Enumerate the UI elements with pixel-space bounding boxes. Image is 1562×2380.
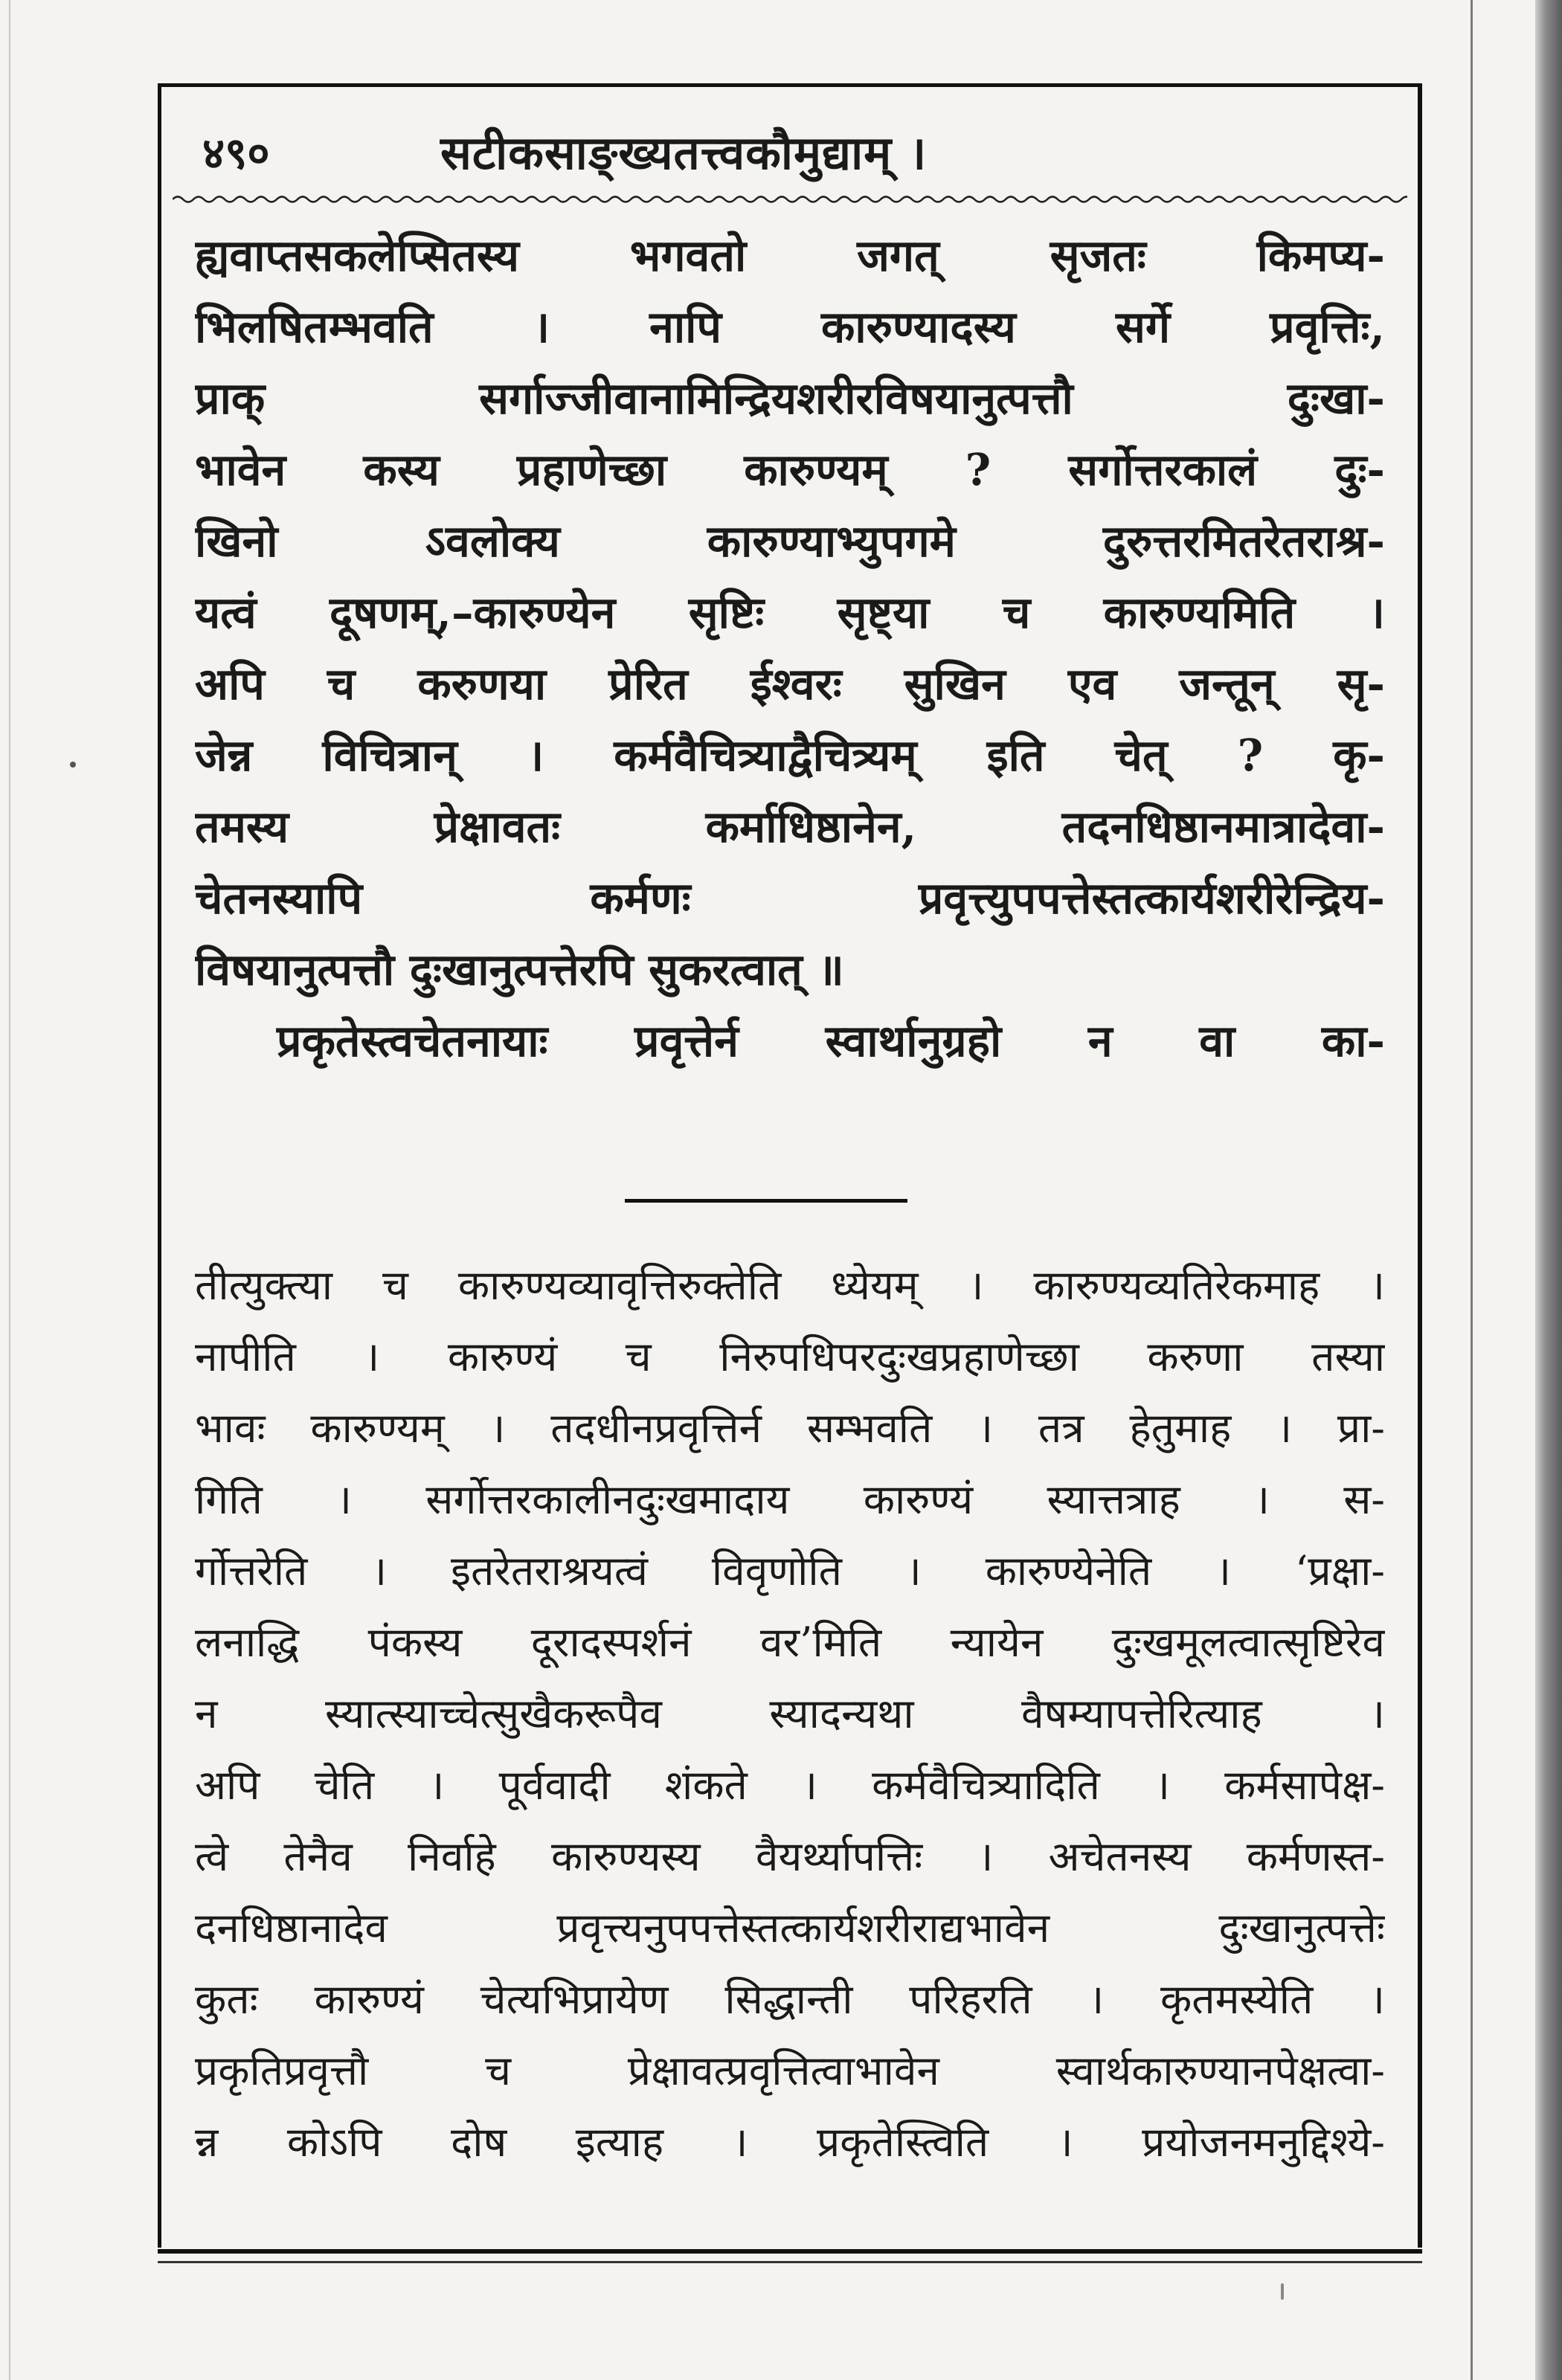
scan-speck	[70, 762, 76, 768]
main-line: जेन्न विचित्रान् । कर्मवैचित्र्याद्वैचित्र्यम् इति चेत् ? कृ-	[195, 730, 1385, 781]
main-line: अपि च करुणया प्रेरित ईश्वरः सुखिन एव जन्तून् सृ-	[195, 658, 1385, 710]
main-text	[195, 220, 1385, 1077]
scan-edge-mark	[9, 0, 10, 2380]
commentary-line: गिति । सर्गोत्तरकालीनदुःखमादाय कारुण्यं स्यात्तत्राह । स-	[195, 1476, 1385, 1523]
commentary-line: न्न कोऽपि दोष इत्याह । प्रकृतेस्त्विति । प्रयोजनमनुद्दिश्ये-	[195, 2118, 1385, 2166]
running-head	[195, 112, 1385, 178]
commentary-line: दनधिष्ठानादेव प्रवृत्त्यनुपपत्तेस्तत्कार्यशरीराद्यभावेन दुःखानुत्पत्तेः	[195, 1904, 1385, 1952]
main-line: प्रकृतेस्त्वचेतनायाः प्रवृत्तेर्न स्वार्थानुग्रहो न वा का-	[277, 1015, 1385, 1067]
wavy-rule	[173, 192, 1407, 207]
running-title: सटीकसाङ्ख्यतत्त्वकौमुद्याम् ।	[440, 126, 928, 180]
bottom-rule-thin	[158, 2261, 1422, 2263]
section-separator	[625, 1199, 907, 1203]
scan-gutter-line	[1471, 0, 1473, 2380]
main-line: तमस्य प्रेक्षावतः कर्माधिष्ठानेन, तदनधिष्ठानमात्रादेवा-	[195, 801, 1385, 852]
commentary-line: न स्यात्स्याच्चेत्सुखैकरूपैव स्यादन्यथा वैषम्यापत्तेरित्याह ।	[195, 1690, 1385, 1737]
commentary-line: भावः कारुण्यम् । तदधीनप्रवृत्तिर्न सम्भवति । तत्र हेतुमाह । प्रा-	[195, 1404, 1385, 1452]
main-line: यत्वं दूषणम्,–कारुण्येन सृष्टिः सृष्ट्या च कारुण्यमिति ।	[195, 587, 1385, 638]
main-line: भावेन कस्य प्रहाणेच्छा कारुण्यम् ? सर्गोत्तरकालं दुः-	[195, 444, 1385, 495]
main-line: प्राक् सर्गाज्जीवानामिन्द्रियशरीरविषयानुत्पत्तौ दुःखा-	[195, 373, 1385, 424]
commentary-line: प्रकृतिप्रवृत्तौ च प्रेक्षावत्प्रवृत्तित्वाभावेन स्वार्थकारुण्यानपेक्षत्वा-	[195, 2047, 1385, 2094]
commentary-line: अपि चेति । पूर्ववादी शंकते । कर्मवैचित्र्यादिति । कर्मसापेक्ष-	[195, 1761, 1385, 1809]
main-line: विषयानुत्पत्तौ दुःखानुत्पत्तेरपि सुकरत्वात् ॥	[195, 944, 844, 995]
main-line: भिलषितम्भवति । नापि कारुण्यादस्य सर्गे प्रवृत्तिः,	[195, 301, 1385, 353]
commentary-line: लनाद्धि पंकस्य दूरादस्पर्शनं वर’मिति न्यायेन दुःखमूलत्वात्सृष्टिरेव	[195, 1618, 1385, 1666]
scan-speck	[1281, 2283, 1284, 2300]
bottom-rule	[158, 2249, 1422, 2254]
main-line: खिनो ऽवलोक्य कारुण्याभ्युपगमे दुरुत्तरमितरेतराश्र-	[195, 515, 1385, 567]
commentary-line: र्गोत्तरेति । इतरेतराश्रयत्वं विवृणोति । कारुण्येनेति । ‘प्रक्षा-	[195, 1547, 1385, 1595]
commentary-line: तीत्युक्त्या च कारुण्यव्यावृत्तिरुक्तेति ध्येयम् । कारुण्यव्यतिरेकमाह ।	[195, 1261, 1385, 1309]
commentary-line: कुतः कारुण्यं चेत्यभिप्रायेण सिद्धान्ती परिहरति । कृतमस्येति ।	[195, 1975, 1385, 2023]
commentary-line: नापीति । कारुण्यं च निरुपधिपरदुःखप्रहाणेच्छा करुणा तस्या	[195, 1333, 1385, 1380]
commentary-line: त्वे तेनैव निर्वाहे कारुण्यस्य वैयर्थ्यापत्तिः । अचेतनस्य कर्मणस्त-	[195, 1833, 1385, 1880]
commentary-text	[195, 1250, 1385, 2178]
scan-gutter	[1535, 0, 1562, 2380]
page-number: ४९०	[202, 128, 270, 178]
main-line: चेतनस्यापि कर्मणः प्रवृत्त्युपपत्तेस्तत्कार्यशरीरेन्द्रिय-	[195, 872, 1385, 924]
main-line: ह्यवाप्तसकलेप्सितस्य भगवतो जगत् सृजतः किमप्य-	[195, 230, 1385, 281]
